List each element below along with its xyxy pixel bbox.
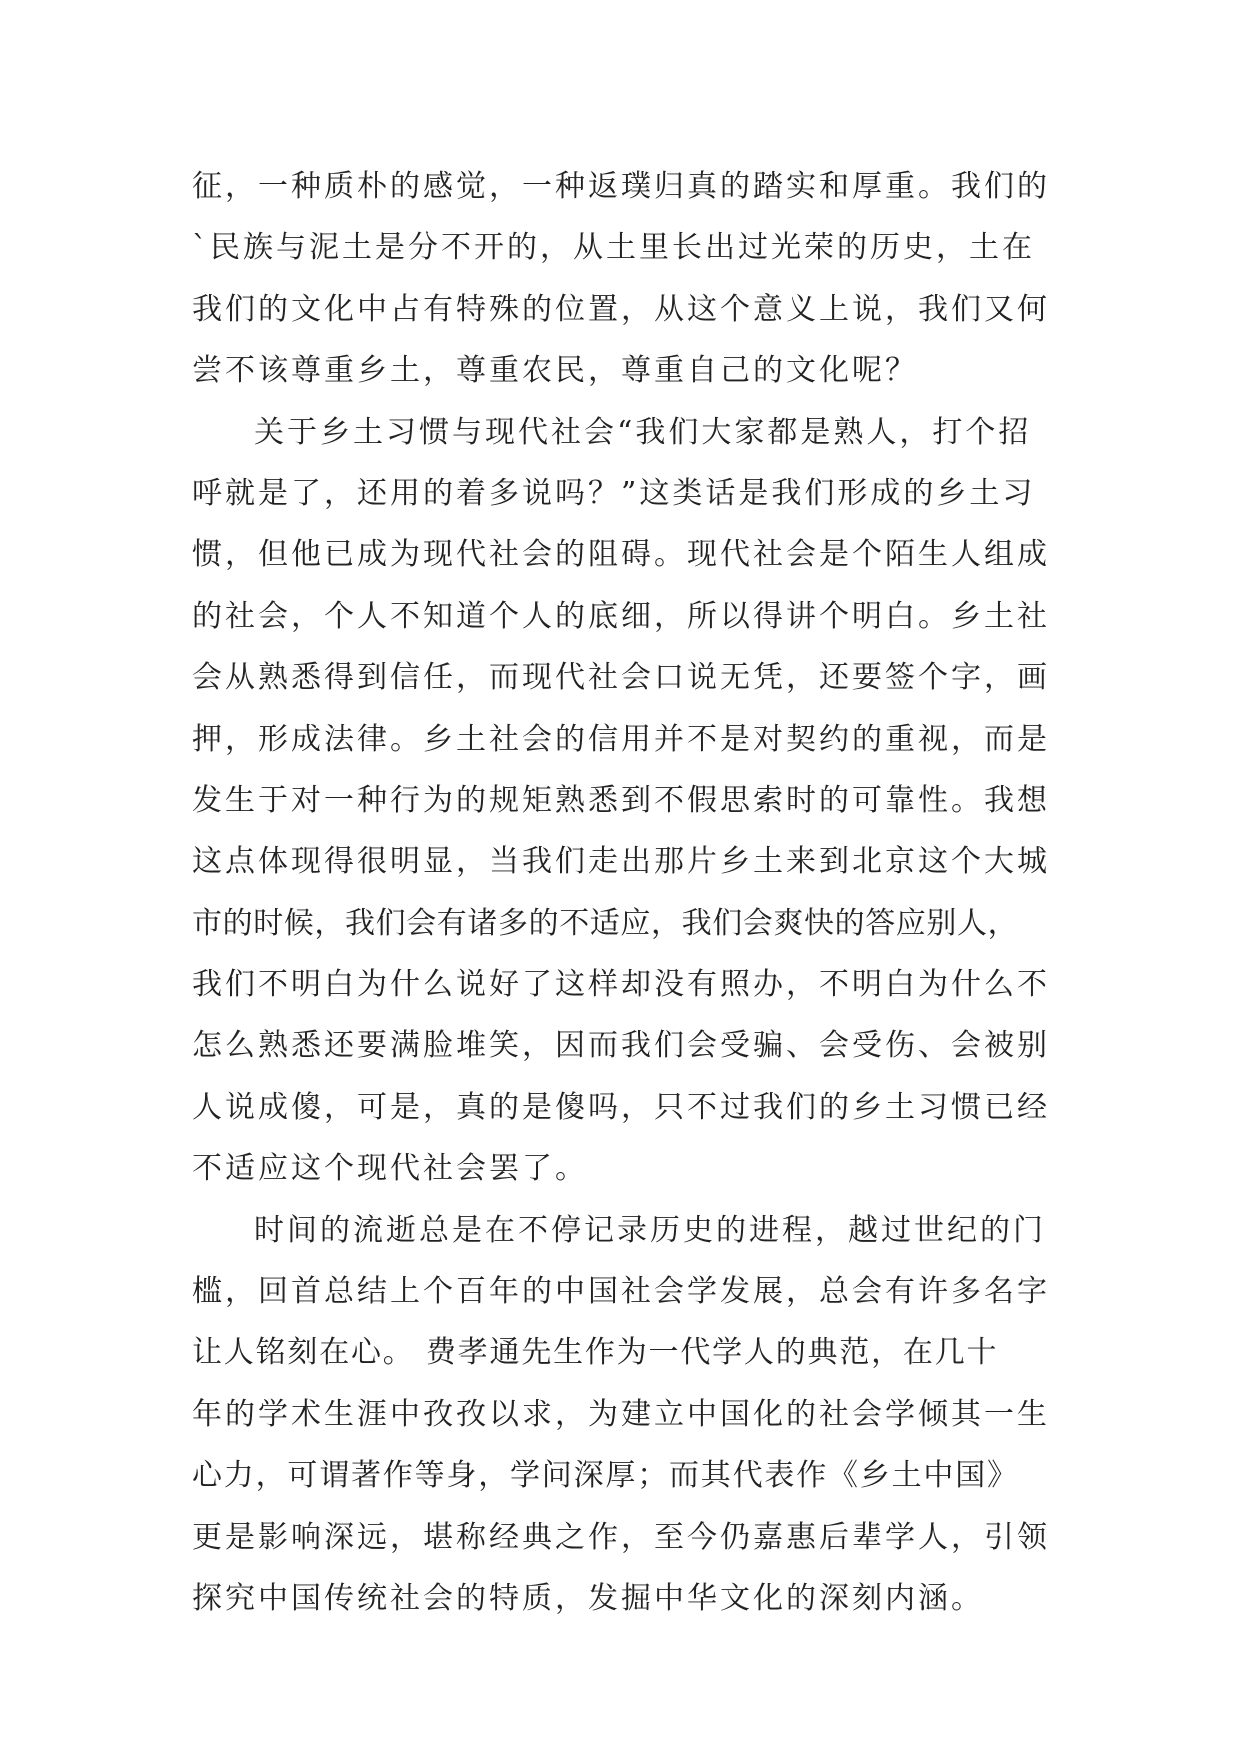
text-line: 让人铭刻在心。 费孝通先生作为一代学人的典范，在几十	[192, 1335, 999, 1371]
text-line: 会从熟悉得到信任，而现代社会口说无凭，还要签个字，画	[192, 660, 1050, 696]
text-line: 心力，可谓著作等身，学问深厚；而其代表作《乡土中国》	[192, 1458, 1019, 1494]
text-line: 更是影响深远，堪称经典之作，至今仍嘉惠后辈学人，引领	[192, 1519, 1050, 1555]
text-line: 人说成傻，可是，真的是傻吗，只不过我们的乡土习惯已经	[192, 1089, 1050, 1125]
text-line: 年的学术生涯中孜孜以求，为建立中国化的社会学倾其一生	[192, 1396, 1050, 1432]
text-line: `民族与泥土是分不开的，从土里长出过光荣的历史，土在	[192, 230, 1035, 266]
text-line: 怎么熟悉还要满脸堆笑，因而我们会受骗、会受伤、会被别	[192, 1028, 1050, 1064]
text-line: 槛，回首总结上个百年的中国社会学发展，总会有许多名字	[192, 1274, 1050, 1310]
text-line: 关于乡土习惯与现代社会“我们大家都是熟人，打个招	[254, 414, 1032, 450]
text-line: 惯，但他已成为现代社会的阻碍。现代社会是个陌生人组成	[192, 537, 1050, 573]
text-line: 征，一种质朴的感觉，一种返璞归真的踏实和厚重。我们的	[192, 169, 1050, 204]
text-line: 我们的文化中占有特殊的位置，从这个意义上说，我们又何	[192, 291, 1050, 327]
text-line: 押，形成法律。乡土社会的信用并不是对契约的重视，而是	[192, 721, 1050, 757]
text-line: 这点体现得很明显，当我们走出那片乡土来到北京这个大城	[192, 844, 1050, 880]
body-text	[192, 156, 1052, 1629]
text-line: 呼就是了，还用的着多说吗？”这类话是我们形成的乡土习	[192, 475, 1036, 511]
text-line: 探究中国传统社会的特质，发掘中华文化的深刻内涵。	[192, 1580, 984, 1616]
text-line: 的社会，个人不知道个人的底细，所以得讲个明白。乡土社	[192, 598, 1050, 634]
text-line: 发生于对一种行为的规矩熟悉到不假思索时的可靠性。我想	[192, 782, 1050, 818]
text-line: 市的时候，我们会有诸多的不适应，我们会爽快的答应别人，	[192, 905, 1019, 941]
text-line: 我们不明白为什么说好了这样却没有照办，不明白为什么不	[192, 967, 1050, 1003]
text-line: 时间的流逝总是在不停记录历史的进程，越过世纪的门	[254, 1212, 1046, 1248]
text-line: 不适应这个现代社会罢了。	[192, 1151, 588, 1187]
text-line: 尝不该尊重乡土，尊重农民，尊重自己的文化呢？	[192, 353, 918, 389]
